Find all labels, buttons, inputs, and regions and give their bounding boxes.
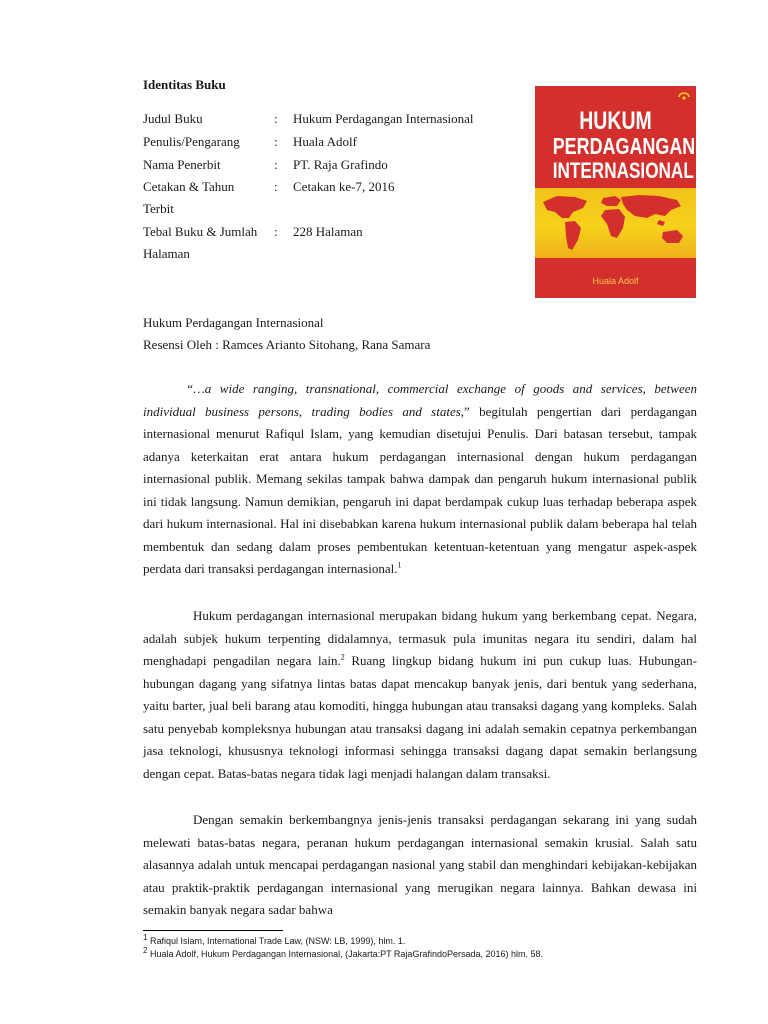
identity-label: Nama Penerbit (143, 157, 221, 172)
paragraph-text: ” begitulah pengertian dari perdagangan internasional menurut Rafiqul Islam, yang kemudian disetujui Penulis. Dari batasan tersebut, tampak adanya keterkaitan erat antara hukum perdagangan internasional dengan hukum perdagangan internasional publik. Memang sekilas tampak bahwa dampak dan pengaruh hukum internasional publik ini tidak langsung. Namun demikian, pengaruh ini dapat berdampak cukup luas terhadap beberapa aspek dari hukum internasional. Hal ini disebabkan karena hukum internasional publik dalam beberapa hal telah membentuk dan sedang dalam proses pembentukan ketentuan-ketentuan yang mengatur aspek-aspek perdata dari transaksi perdagangan internasional. (143, 403, 697, 576)
identity-colon: : (274, 179, 278, 194)
paragraph-1 (143, 378, 697, 581)
paragraph-text: Dengan semakin berkembangnya jenis-jenis transaksi perdagangan sekarang ini yang sudah melewati batas-batas negara, peranan hukum perdagangan internasional semakin krusial. Salah satu alasannya adalah untuk mencapai perdagangan nasional yang stabil dan menghindari kebijakan-kebijakan atau praktik-praktik perdagangan internasional yang merugikan negara lainnya. Bahkan dewasa ini semakin banyak negara sadar bahwa (143, 812, 697, 917)
paragraph-3 (143, 809, 697, 922)
identity-value: Hukum Perdagangan Internasional (293, 111, 474, 126)
identity-label: Judul Buku (143, 111, 203, 126)
identity-value: Huala Adolf (293, 134, 357, 149)
paragraph-text: Hukum perdagangan internasional merupakan bidang hukum yang berkembang cepat. Negara, adalah subjek hukum terpenting didalamnya, termasuk pula imunitas negara itu sendiri, dalam hal menghadapi pengadilan negara lain. (143, 608, 697, 668)
footnote-2 (143, 946, 544, 959)
cover-title-line-2: PERDAGANGAN (552, 133, 696, 159)
paragraph-text: Ruang lingkup bidang hukum ini pun cukup luas. Hubungan-hubungan dagang yang sifatnya lintas batas dapat mencakup banyak jenis, dari bentuk yang sederhana, yaitu barter, jual beli barang atau komoditi, hingga hubungan atau transaksi dagang yang kompleks. Salah satu penyebab kompleksnya hubungan atau transaksi dagang ini adalah semakin cepatnya perkembangan jasa teknologi, khususnya teknologi informasi sehingga transaksi dagang dapat semakin berlangsung dengan cepat. Batas-batas negara tidak lagi menjadi halangan dalam transaksi. (143, 653, 697, 781)
identity-colon: : (274, 134, 278, 149)
footnote-ref: 2 (340, 652, 345, 662)
cover-author: Huala Adolf (592, 276, 639, 286)
review-byline: Resensi Oleh : Ramces Arianto Sitohang, Rana Samara (143, 337, 431, 352)
book-cover (535, 86, 696, 298)
cover-title-line-3: INTERNASIONAL (552, 158, 694, 183)
identity-colon: : (274, 224, 278, 239)
identity-value: PT. Raja Grafindo (293, 157, 388, 172)
footnote-1 (143, 933, 406, 946)
footnote-text: Rafiqul Islam, International Trade Law, (NSW: LB, 1999), hlm. 1. (147, 936, 406, 946)
publisher-logo-icon (678, 92, 690, 102)
footnote-number: 2 (143, 946, 148, 955)
cover-title-line-1: HUKUM (579, 107, 652, 135)
identity-label: Tebal Buku & Jumlah Halaman (143, 224, 258, 261)
world-map-icon (535, 188, 696, 258)
quote-text: “…a wide ranging, transnational, commercial exchange of goods and services, between individual business persons, trading bodies and states, (143, 381, 697, 419)
footnote-number: 1 (143, 933, 148, 942)
paragraph-2 (143, 605, 697, 785)
identity-value: 228 Halaman (293, 224, 363, 239)
identity-colon: : (274, 111, 278, 126)
identity-value: Cetakan ke-7, 2016 (293, 179, 395, 194)
cover-map-band (535, 188, 696, 258)
footnote-divider (143, 930, 283, 931)
review-title: Hukum Perdagangan Internasional (143, 315, 324, 330)
identity-colon: : (274, 157, 278, 172)
footnote-ref: 1 (397, 560, 402, 570)
identity-label: Cetakan & Tahun Terbit (143, 179, 235, 216)
footnote-text: Huala Adolf, Hukum Perdagangan Internasional, (Jakarta:PT RajaGrafindoPersada, 2016) hlm. 58. (147, 949, 544, 959)
identity-label: Penulis/Pengarang (143, 134, 240, 149)
identity-heading: Identitas Buku (143, 77, 226, 92)
